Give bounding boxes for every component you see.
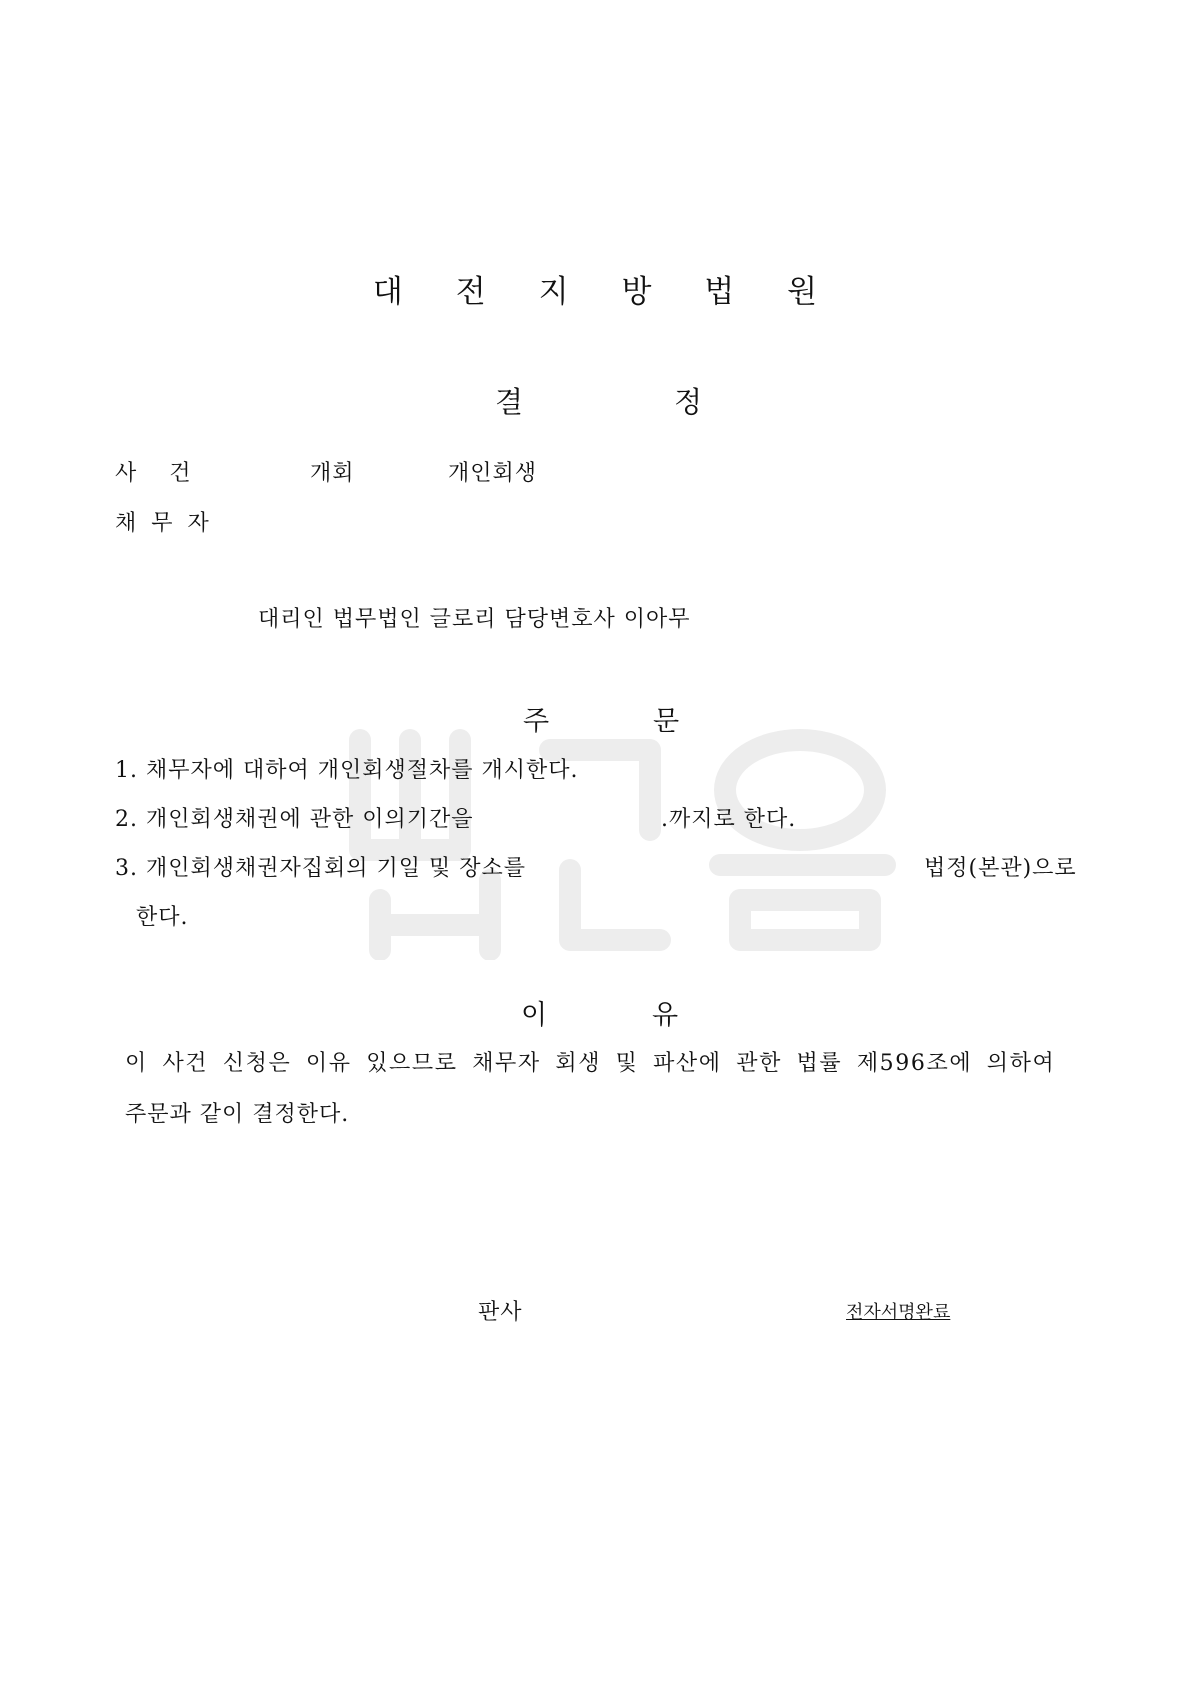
decision-title-char: 정 [674, 385, 703, 419]
electronic-signature: 전자서명완료 [846, 1302, 951, 1323]
court-char: 대 [372, 274, 403, 310]
order-item-3-continuation: 한다. [136, 905, 189, 930]
court-char: 지 [538, 274, 569, 310]
order-item-3-end: 법정(본관)으로 [924, 856, 1077, 881]
order-item-2-start: 2. 개인회생채권에 관한 이의기간을 [115, 807, 474, 832]
order-heading-char: 문 [653, 706, 680, 737]
reason-heading-char: 이 [521, 1000, 548, 1031]
court-name [0, 266, 1190, 311]
court-char: 원 [787, 274, 818, 310]
case-type: 개회 [310, 461, 355, 486]
debtor-label: 채 무 자 [115, 511, 210, 536]
reason-heading-char: 유 [652, 1000, 679, 1031]
case-label: 사 건 [115, 461, 192, 486]
court-char: 법 [704, 274, 735, 310]
case-name: 개인회생 [448, 461, 538, 486]
agent-line: 대리인 법무법인 글로리 담당변호사 이아무 [258, 607, 691, 632]
court-char: 전 [455, 274, 486, 310]
order-item-3-start: 3. 개인회생채권자집회의 기일 및 장소를 [115, 856, 526, 881]
court-char: 방 [621, 274, 652, 310]
order-item-1: 1. 채무자에 대하여 개인회생절차를 개시한다. [115, 758, 579, 783]
judge-label: 판사 [478, 1300, 523, 1325]
order-heading-char: 주 [523, 706, 550, 737]
decision-title-char: 결 [495, 385, 524, 419]
order-item-2-end: .까지로 한다. [661, 807, 797, 832]
reason-line-1: 이 사건 신청은 이유 있으므로 채무자 회생 및 파산에 관한 법률 제596조에 의하여 [125, 1051, 1056, 1076]
reason-line-2: 주문과 같이 결정한다. [125, 1102, 350, 1127]
